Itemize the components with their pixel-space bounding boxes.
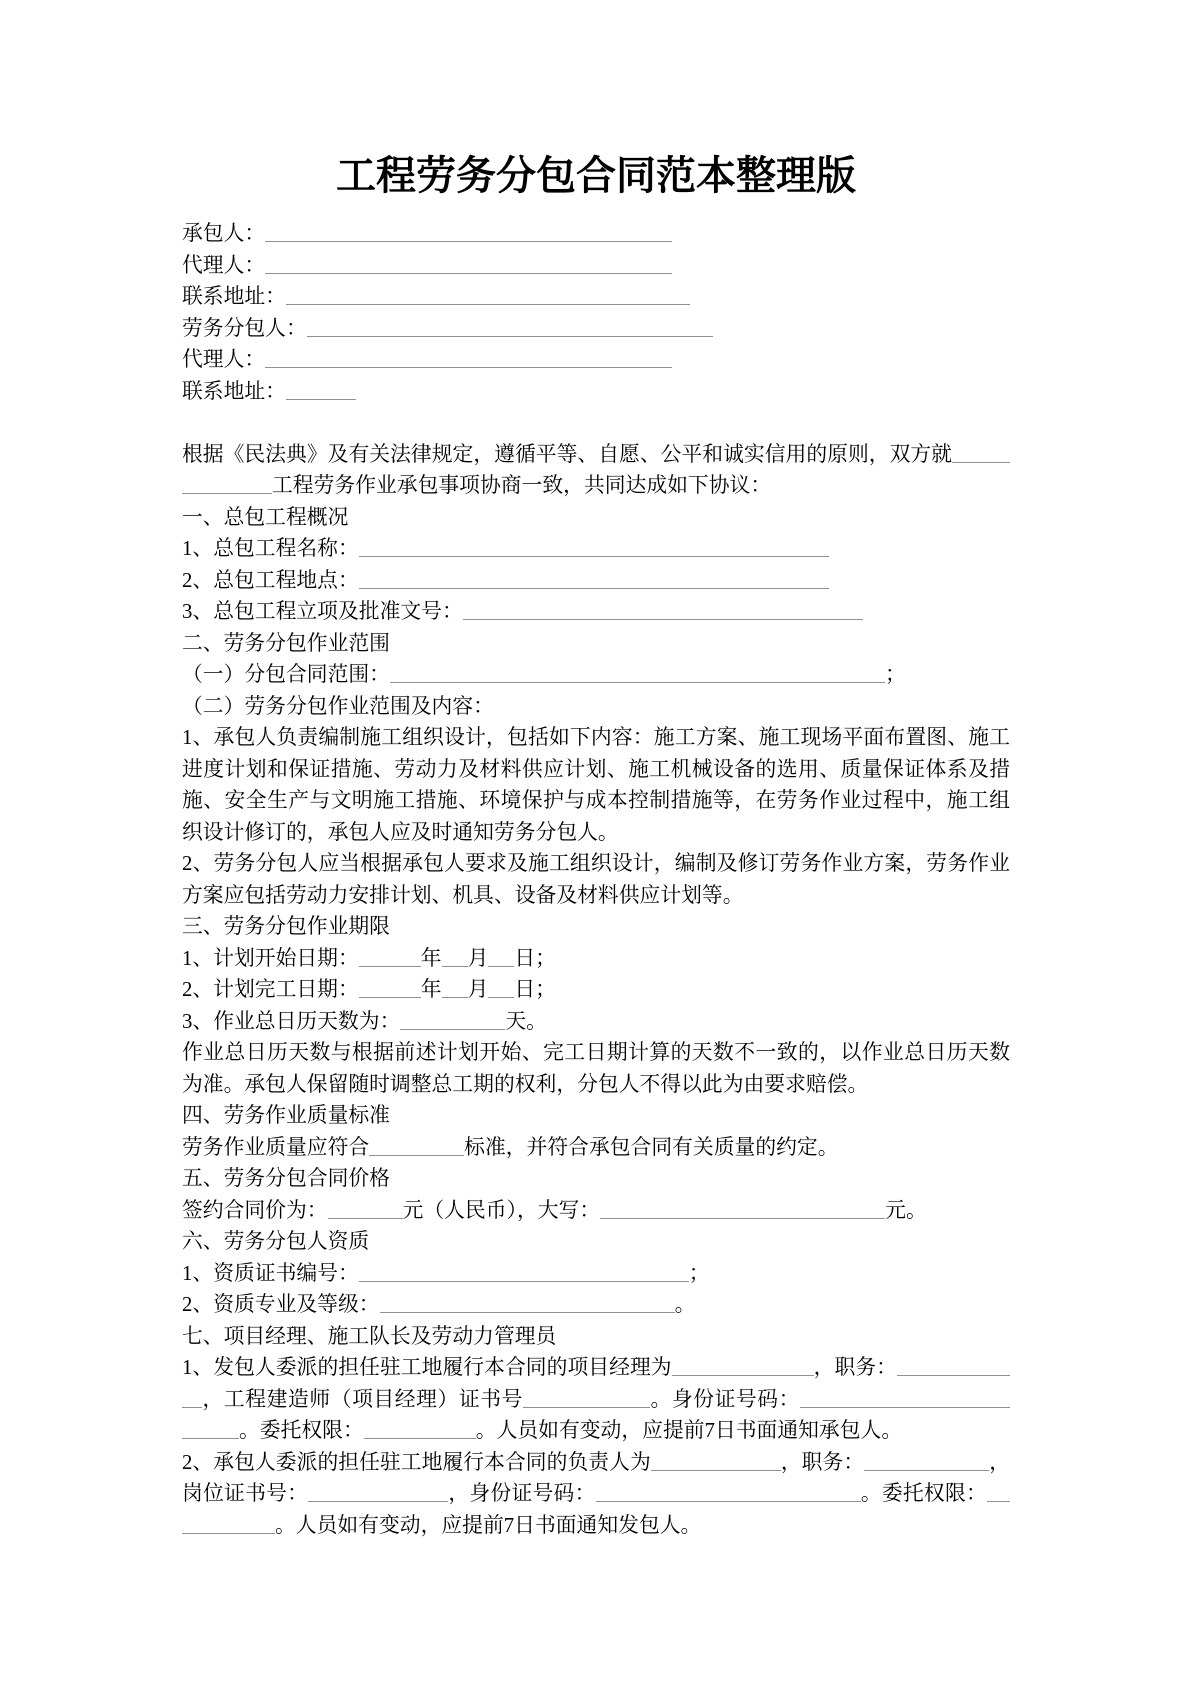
text-segment: ，工程建造师（项目经理）证书号 — [202, 1387, 523, 1411]
document-line — [182, 1069, 1010, 1101]
text-segment: 1、总包工程名称： — [182, 537, 359, 560]
blank-field — [380, 1298, 675, 1313]
text-segment: 年 — [420, 946, 442, 970]
document-line — [182, 691, 1010, 723]
document-line — [182, 911, 1010, 943]
blank-field — [307, 322, 713, 337]
document-line — [182, 344, 1010, 376]
blank-field — [952, 448, 1010, 463]
document-line — [182, 628, 1010, 660]
text-segment: 元（人民币），大写： — [402, 1198, 601, 1222]
document-line — [182, 502, 1010, 534]
text-segment: 联系地址： — [182, 379, 286, 403]
text-segment: 天。 — [505, 1009, 547, 1033]
blank-field — [364, 1424, 476, 1439]
document-line — [182, 659, 1010, 691]
text-segment: 1、发包人委派的担任驻工地履行本合同的项目经理为 — [182, 1356, 672, 1379]
text-segment: 承包人： — [182, 222, 266, 245]
document-line — [182, 470, 1010, 502]
text-segment: 。 — [674, 1293, 696, 1316]
text-segment: 2、计划完工日期： — [182, 978, 359, 1001]
blank-field — [987, 1487, 1010, 1502]
document-line — [182, 1258, 1010, 1290]
document-line — [182, 1006, 1010, 1038]
document-line — [182, 1037, 1010, 1069]
blank-field — [672, 1361, 814, 1376]
text-segment: 二、劳务分包作业范围 — [182, 631, 390, 655]
document-line — [182, 1321, 1010, 1353]
text-segment: 2、总包工程地点： — [182, 568, 359, 592]
document-line — [182, 785, 1010, 817]
text-segment: ； — [884, 663, 906, 686]
blank-field — [523, 1393, 650, 1408]
document-line — [182, 1415, 1010, 1447]
blank-field — [800, 1393, 1010, 1408]
document-line — [182, 754, 1010, 786]
document-line — [182, 281, 1010, 313]
text-segment: 年 — [420, 978, 442, 1001]
blank-field — [286, 385, 356, 400]
text-segment: 三、劳务分包作业期限 — [182, 915, 390, 938]
text-segment: 2、承包人委派的担任驻工地履行本合同的负责人为 — [182, 1450, 651, 1474]
text-segment: 3、作业总日历天数为： — [182, 1009, 401, 1033]
text-segment: 1、计划开始日期： — [182, 946, 359, 970]
document-line — [182, 817, 1010, 849]
document-line — [182, 407, 1010, 439]
blank-field — [359, 542, 829, 557]
blank-field — [265, 353, 672, 368]
document-line — [182, 880, 1010, 912]
text-segment: 月 — [467, 946, 489, 970]
text-segment: ； — [688, 1261, 710, 1285]
text-segment: 作业总日历天数与根据前述计划开始、完工日期计算的天数不一致的，以作业总日历天数 — [182, 1041, 1010, 1064]
text-segment: 月 — [467, 978, 489, 1001]
text-segment: 一、总包工程概况 — [182, 505, 349, 529]
text-segment: 施、安全生产与文明施工措施、环境保护与成本控制措施等，在劳务作业过程中，施工组 — [182, 789, 1010, 812]
document-line — [182, 596, 1010, 628]
text-segment: 3、总包工程立项及批准文号： — [182, 600, 463, 623]
document-line — [182, 943, 1010, 975]
blank-field — [308, 1487, 448, 1502]
blank-field — [359, 983, 421, 998]
blank-field — [864, 1456, 989, 1471]
text-segment: 劳务作业质量应符合 — [182, 1135, 370, 1159]
text-segment: 方案应包括劳动力安排计划、机具、设备及材料供应计划等。 — [182, 883, 744, 907]
text-segment: 五、劳务分包合同价格 — [182, 1167, 390, 1190]
document-line — [182, 974, 1010, 1006]
document-line — [182, 1163, 1010, 1195]
blank-field — [328, 1204, 403, 1219]
text-segment: （一）分包合同范围： — [182, 663, 390, 686]
text-segment: （二）劳务分包作业范围及内容： — [182, 694, 494, 718]
document-line — [182, 218, 1010, 250]
text-segment: 日； — [514, 946, 556, 970]
blank-field — [286, 290, 690, 305]
text-segment: 1、资质证书编号： — [182, 1261, 359, 1285]
document-line — [182, 1100, 1010, 1132]
document-title: 工程劳务分包合同范本整理版 — [336, 153, 856, 198]
blank-field — [359, 1267, 689, 1282]
text-segment: 标准，并符合承包合同有关质量的约定。 — [464, 1135, 839, 1159]
text-segment: 织设计修订的，承包人应及时通知劳务分包人。 — [182, 820, 619, 844]
document-line — [182, 1510, 1010, 1542]
text-segment: ， — [989, 1450, 1011, 1474]
blank-field — [596, 1487, 861, 1502]
blank-field — [182, 1519, 275, 1534]
document-line — [182, 250, 1010, 282]
text-segment: 1、承包人负责编制施工组织设计，包括如下内容：施工方案、施工现场平面布置图、施工 — [182, 726, 1010, 749]
blank-field — [265, 259, 672, 274]
document-line — [182, 313, 1010, 345]
text-segment: 签约合同价为： — [182, 1198, 328, 1222]
text-segment: 元。 — [885, 1198, 927, 1222]
text-segment: 。委托权限： — [860, 1482, 988, 1505]
document-line — [182, 533, 1010, 565]
blank-field — [897, 1361, 1010, 1376]
blank-field — [463, 605, 863, 620]
document-line — [182, 1384, 1010, 1416]
blank-field — [359, 574, 829, 589]
text-segment: 劳务分包人： — [182, 316, 307, 340]
text-segment: 岗位证书号： — [182, 1482, 309, 1505]
blank-field — [265, 227, 672, 242]
document-line — [182, 1289, 1010, 1321]
document-line — [182, 1447, 1010, 1479]
text-segment: 四、劳务作业质量标准 — [182, 1104, 390, 1127]
document-line — [182, 1478, 1010, 1510]
blank-field — [442, 952, 468, 967]
blank-field — [400, 1015, 505, 1030]
text-segment: 。人员如有变动，应提前7日书面通知承包人。 — [475, 1419, 903, 1442]
text-segment: 六、劳务分包人资质 — [182, 1230, 370, 1253]
text-segment: 为准。承包人保留随时调整总工期的权利，分包人不得以此为由要求赔偿。 — [182, 1072, 869, 1096]
text-segment: 根据《民法典》及有关法律规定，遵循平等、自愿、公平和诚实信用的原则，双方就 — [182, 442, 952, 466]
blank-field — [488, 983, 514, 998]
document-line — [182, 376, 1010, 408]
document-line — [182, 565, 1010, 597]
text-segment: 。委托权限： — [239, 1419, 364, 1442]
blank-field — [182, 1424, 239, 1439]
text-segment: 2、资质专业及等级： — [182, 1293, 380, 1316]
blank-field — [651, 1456, 781, 1471]
document-line — [182, 1132, 1010, 1164]
text-segment: 2、劳务分包人应当根据承包人要求及施工组织设计，编制及修订劳务作业方案，劳务作业 — [182, 852, 1010, 875]
document-line — [182, 439, 1010, 471]
blank-field — [359, 952, 421, 967]
blank-field — [369, 1141, 464, 1156]
document-body — [182, 218, 1010, 1541]
blank-field — [442, 983, 468, 998]
text-segment: 。身份证号码： — [649, 1387, 801, 1411]
blank-field — [182, 479, 272, 494]
text-segment: 进度计划和保证措施、劳动力及材料供应计划、施工机械设备的选用、质量保证体系及措 — [182, 757, 1010, 781]
text-segment: 代理人： — [182, 348, 266, 371]
blank-field — [390, 668, 885, 683]
text-segment: ，身份证号码： — [448, 1482, 596, 1505]
document-line — [182, 1226, 1010, 1258]
text-segment: 代理人： — [182, 253, 266, 277]
text-segment: 日； — [514, 978, 556, 1001]
text-segment: ，职务： — [780, 1450, 865, 1474]
document-line — [182, 848, 1010, 880]
text-segment: ，职务： — [813, 1356, 897, 1379]
text-segment: 七、项目经理、施工队长及劳动力管理员 — [182, 1324, 557, 1348]
blank-field — [600, 1204, 885, 1219]
text-segment: 。人员如有变动，应提前7日书面通知发包人。 — [275, 1513, 702, 1537]
blank-field — [488, 952, 514, 967]
text-segment: 工程劳务作业承包事项协商一致，共同达成如下协议： — [272, 474, 772, 497]
document-line — [182, 1195, 1010, 1227]
document-line — [182, 1352, 1010, 1384]
text-segment: 联系地址： — [182, 285, 286, 308]
document-line — [182, 722, 1010, 754]
blank-field — [182, 1393, 202, 1408]
